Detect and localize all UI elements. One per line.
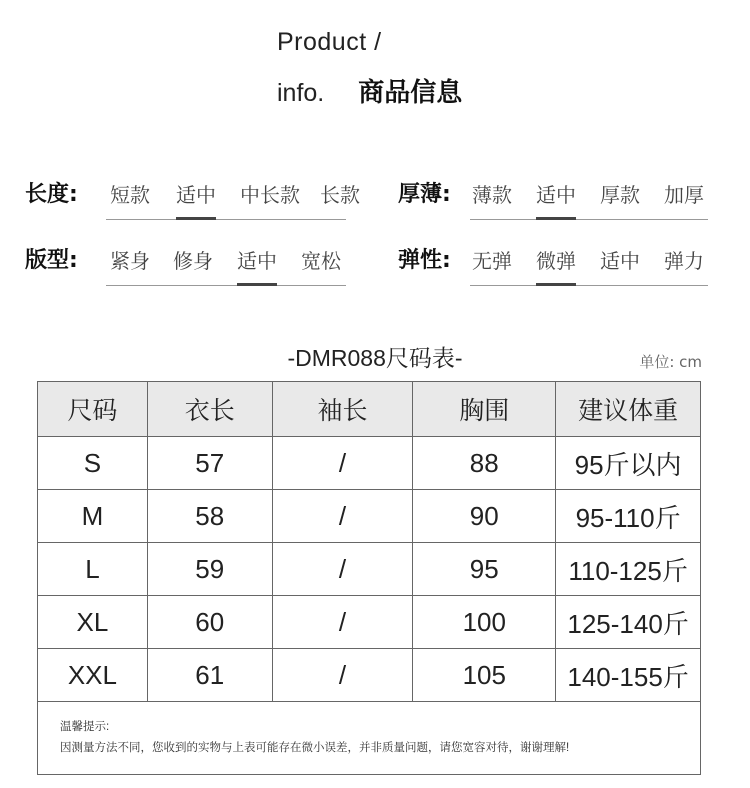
attribute-thickness: [398, 179, 710, 219]
cell: 140-155斤: [556, 649, 701, 702]
title-english-line2: info.: [277, 79, 325, 107]
option: 修身: [173, 249, 213, 273]
cell: 95-110斤: [556, 490, 701, 543]
cell: 95斤以内: [556, 437, 701, 490]
note-text: 因测量方法不同，您收到的实物与上表可能存在微小误差，并非质量问题，请您宽容对待，谢谢理解!: [60, 742, 570, 754]
header-weight: 建议体重: [556, 382, 701, 437]
table-row: [38, 596, 701, 649]
option: 宽松: [301, 249, 341, 273]
cell: /: [272, 596, 413, 649]
option: 厚款: [600, 183, 640, 207]
option-selected: 适中: [536, 179, 576, 211]
option: 薄款: [472, 183, 512, 207]
attribute-label: 厚薄:: [398, 182, 451, 207]
attribute-elasticity: [398, 245, 710, 285]
size-chart-table: [37, 381, 701, 775]
option: 适中: [600, 249, 640, 273]
cell: XL: [38, 596, 148, 649]
table-row: [38, 649, 701, 702]
option: 紧身: [110, 249, 150, 273]
table-row: [38, 490, 701, 543]
cell: S: [38, 437, 148, 490]
cell: /: [272, 543, 413, 596]
title-line2: [277, 72, 462, 109]
attribute-label: 弹性:: [398, 248, 451, 273]
cell: /: [272, 437, 413, 490]
attribute-options: [470, 179, 708, 220]
option-selected: 适中: [176, 179, 216, 211]
attribute-label: 长度:: [25, 182, 78, 207]
attribute-options: [106, 245, 346, 286]
note-row: [38, 702, 701, 775]
option: 弹力: [664, 249, 704, 273]
size-chart-title: -DMR088尺码表-: [287, 345, 463, 371]
option-selected: 适中: [237, 245, 277, 277]
cell: /: [272, 649, 413, 702]
header-size: 尺码: [38, 382, 148, 437]
cell: 90: [413, 490, 556, 543]
cell: L: [38, 543, 148, 596]
cell: 59: [147, 543, 272, 596]
attribute-length: [25, 179, 360, 219]
title-chinese: 商品信息: [358, 72, 462, 109]
table-row: [38, 543, 701, 596]
header-sleeve: 袖长: [272, 382, 413, 437]
option-selected: 微弹: [536, 245, 576, 277]
header-chest: 胸围: [413, 382, 556, 437]
cell: M: [38, 490, 148, 543]
cell: 95: [413, 543, 556, 596]
option: 加厚: [664, 183, 704, 207]
cell: 110-125斤: [556, 543, 701, 596]
cell: 60: [147, 596, 272, 649]
attribute-options: [470, 245, 708, 286]
note-title: 温馨提示:: [60, 721, 110, 733]
table-row: [38, 437, 701, 490]
option: 短款: [110, 183, 150, 207]
option: 长款: [320, 183, 360, 207]
attribute-options: [106, 179, 360, 220]
cell: /: [272, 490, 413, 543]
option: 中长款: [240, 183, 300, 207]
cell: 125-140斤: [556, 596, 701, 649]
cell: XXL: [38, 649, 148, 702]
cell: 88: [413, 437, 556, 490]
header-length: 衣长: [147, 382, 272, 437]
cell: 100: [413, 596, 556, 649]
title-english-line1: Product /: [277, 28, 382, 56]
cell: 105: [413, 649, 556, 702]
attribute-label: 版型:: [25, 248, 78, 273]
cell: 57: [147, 437, 272, 490]
unit-label: 单位: cm: [639, 353, 702, 371]
note-cell: [38, 702, 701, 775]
option: 无弹: [472, 249, 512, 273]
cell: 61: [147, 649, 272, 702]
cell: 58: [147, 490, 272, 543]
table-header-row: [38, 382, 701, 437]
attribute-fit: [25, 245, 355, 285]
